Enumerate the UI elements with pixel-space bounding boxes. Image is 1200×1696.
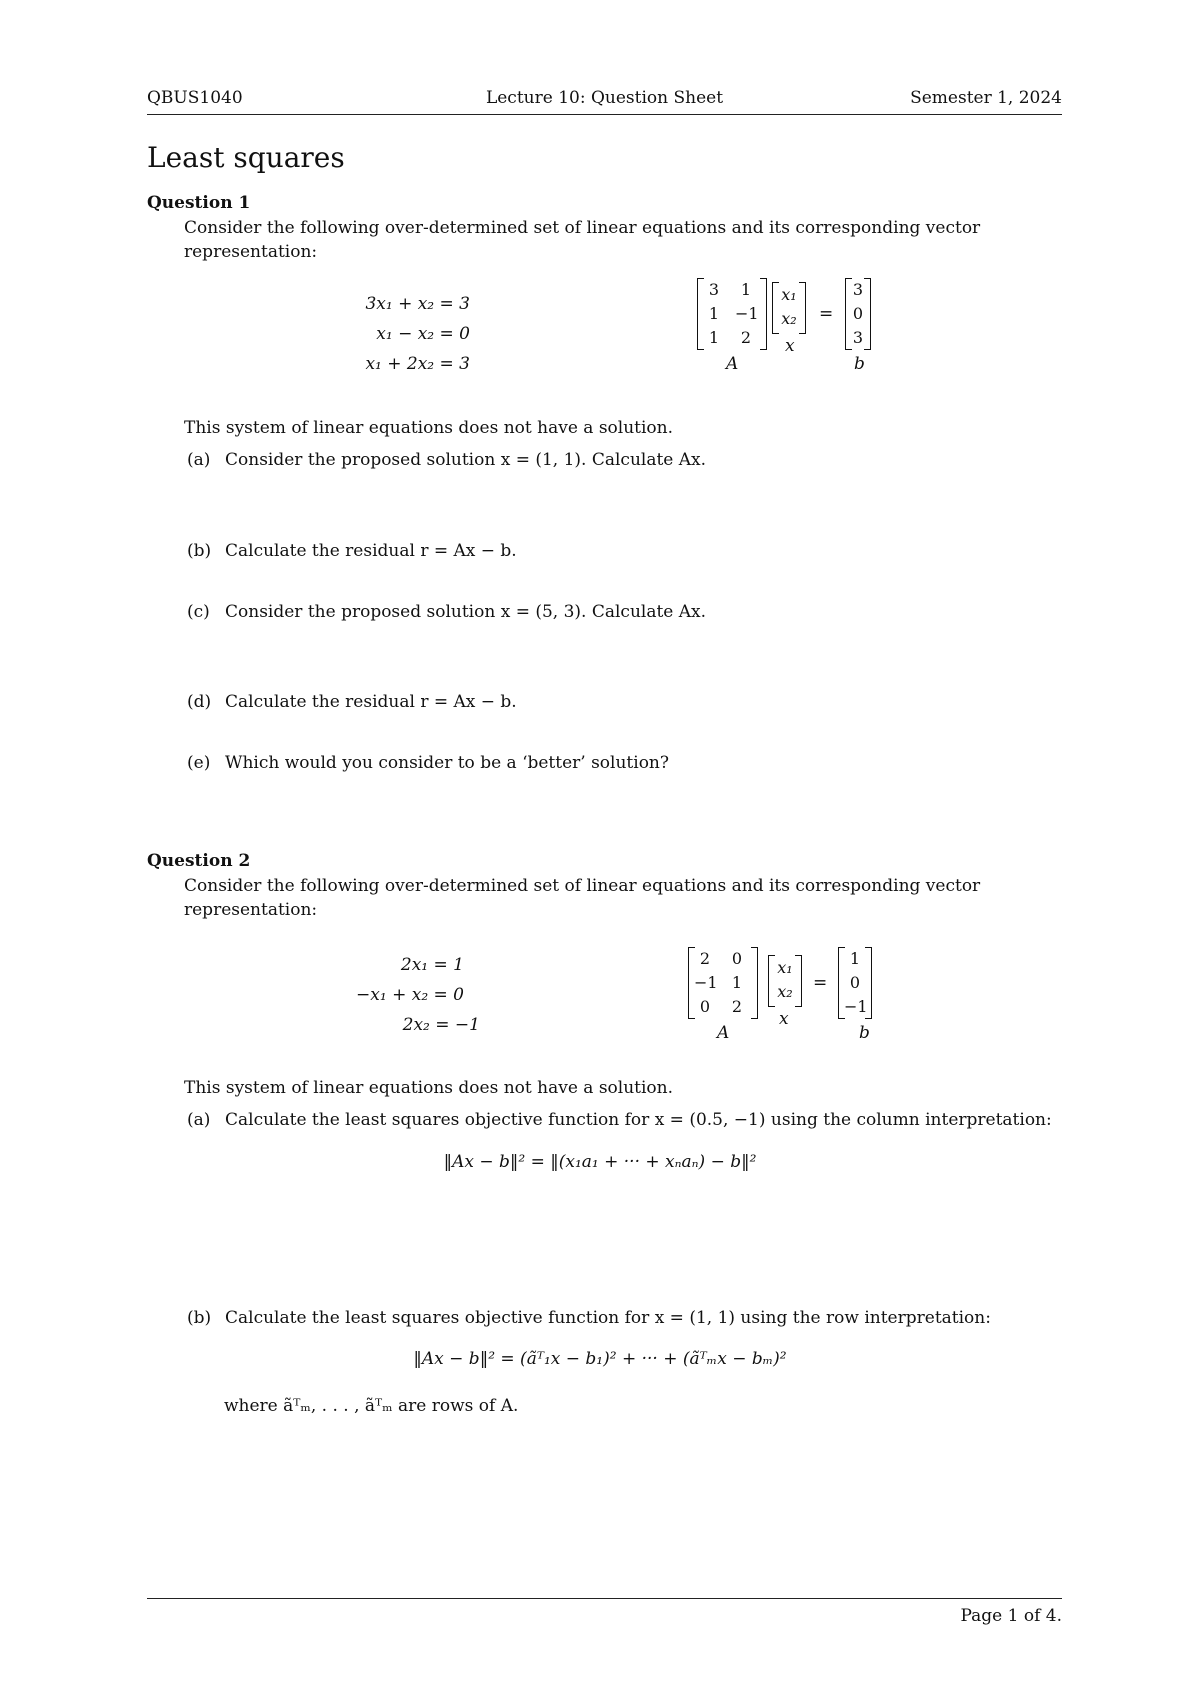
q2-label-b: b xyxy=(859,1023,870,1043)
question-1-title: Question 1 xyxy=(147,193,251,213)
q2-matrix-A: 2 0 −1 1 0 2 xyxy=(688,947,758,1019)
question-1-intro: Consider the following over-determined set of linear equations and its corresponding vector representation: xyxy=(184,218,981,262)
question-2-intro: Consider the following over-determined set of linear equations and its corresponding vector representation: xyxy=(184,876,981,920)
section-title: Least squares xyxy=(147,141,345,174)
q1-matrix-A: 3 1 1 −1 1 2 xyxy=(697,278,767,350)
semester: Semester 1, 2024 xyxy=(910,88,1062,108)
q1-label-A: A xyxy=(726,354,739,374)
footer-rule xyxy=(147,1598,1062,1599)
q1-vector-b: 3 0 3 xyxy=(845,278,871,350)
course-code: QBUS1040 xyxy=(147,88,243,108)
q1-label-x: x xyxy=(785,336,795,356)
q2-label-x: x xyxy=(779,1009,789,1029)
q1-part-d: (d) Calculate the residual r = Ax − b. xyxy=(187,692,517,712)
q1-part-a: (a) Consider the proposed solution x = (1, 1). Calculate Ax. xyxy=(187,450,707,470)
q1-label-b: b xyxy=(854,354,865,374)
q2-formula-column: ‖Ax − b‖² = ‖(x₁a₁ + ··· + xₙaₙ) − b‖² xyxy=(443,1152,757,1172)
q1-eq-2: x₁ − x₂ = 0 xyxy=(376,324,470,344)
q2-eq-2: −x₁ + x₂ = 0 xyxy=(356,985,464,1005)
q2-part-b: (b) Calculate the least squares objective function for x = (1, 1) using the row interpretation: xyxy=(187,1308,991,1328)
q1-equals: = xyxy=(819,304,834,324)
q2-vector-x: x₁ x₂ xyxy=(768,955,802,1007)
q1-vector-x: x₁ x₂ xyxy=(772,282,806,334)
q1-part-c: (c) Consider the proposed solution x = (5, 3). Calculate Ax. xyxy=(187,602,707,622)
page-header xyxy=(147,88,1062,115)
q2-part-a: (a) Calculate the least squares objective function for x = (0.5, −1) using the column interpretation: xyxy=(187,1110,1052,1130)
page-number: Page 1 of 4. xyxy=(960,1606,1062,1626)
q2-equals: = xyxy=(813,973,828,993)
q1-part-e: (e) Which would you consider to be a ‘better’ solution? xyxy=(187,753,669,773)
q2-eq-3: 2x₂ = −1 xyxy=(402,1015,480,1035)
q2-where-note: where ãᵀₘ, . . . , ãᵀₘ are rows of A. xyxy=(224,1396,519,1416)
question-2-title: Question 2 xyxy=(147,851,251,871)
q1-no-solution: This system of linear equations does not have a solution. xyxy=(184,418,674,438)
q2-label-A: A xyxy=(717,1023,730,1043)
q2-vector-b: 1 0 −1 xyxy=(838,947,872,1019)
q2-eq-1: 2x₁ = 1 xyxy=(400,955,464,975)
q1-part-b: (b) Calculate the residual r = Ax − b. xyxy=(187,541,517,561)
sheet-title: Lecture 10: Question Sheet xyxy=(485,88,724,108)
q2-no-solution: This system of linear equations does not have a solution. xyxy=(184,1078,674,1098)
q1-eq-3: x₁ + 2x₂ = 3 xyxy=(365,354,470,374)
q1-eq-1: 3x₁ + x₂ = 3 xyxy=(365,294,470,314)
q2-formula-row: ‖Ax − b‖² = (ãᵀ₁x − b₁)² + ··· + (ãᵀₘx − bₘ)² xyxy=(413,1349,787,1369)
